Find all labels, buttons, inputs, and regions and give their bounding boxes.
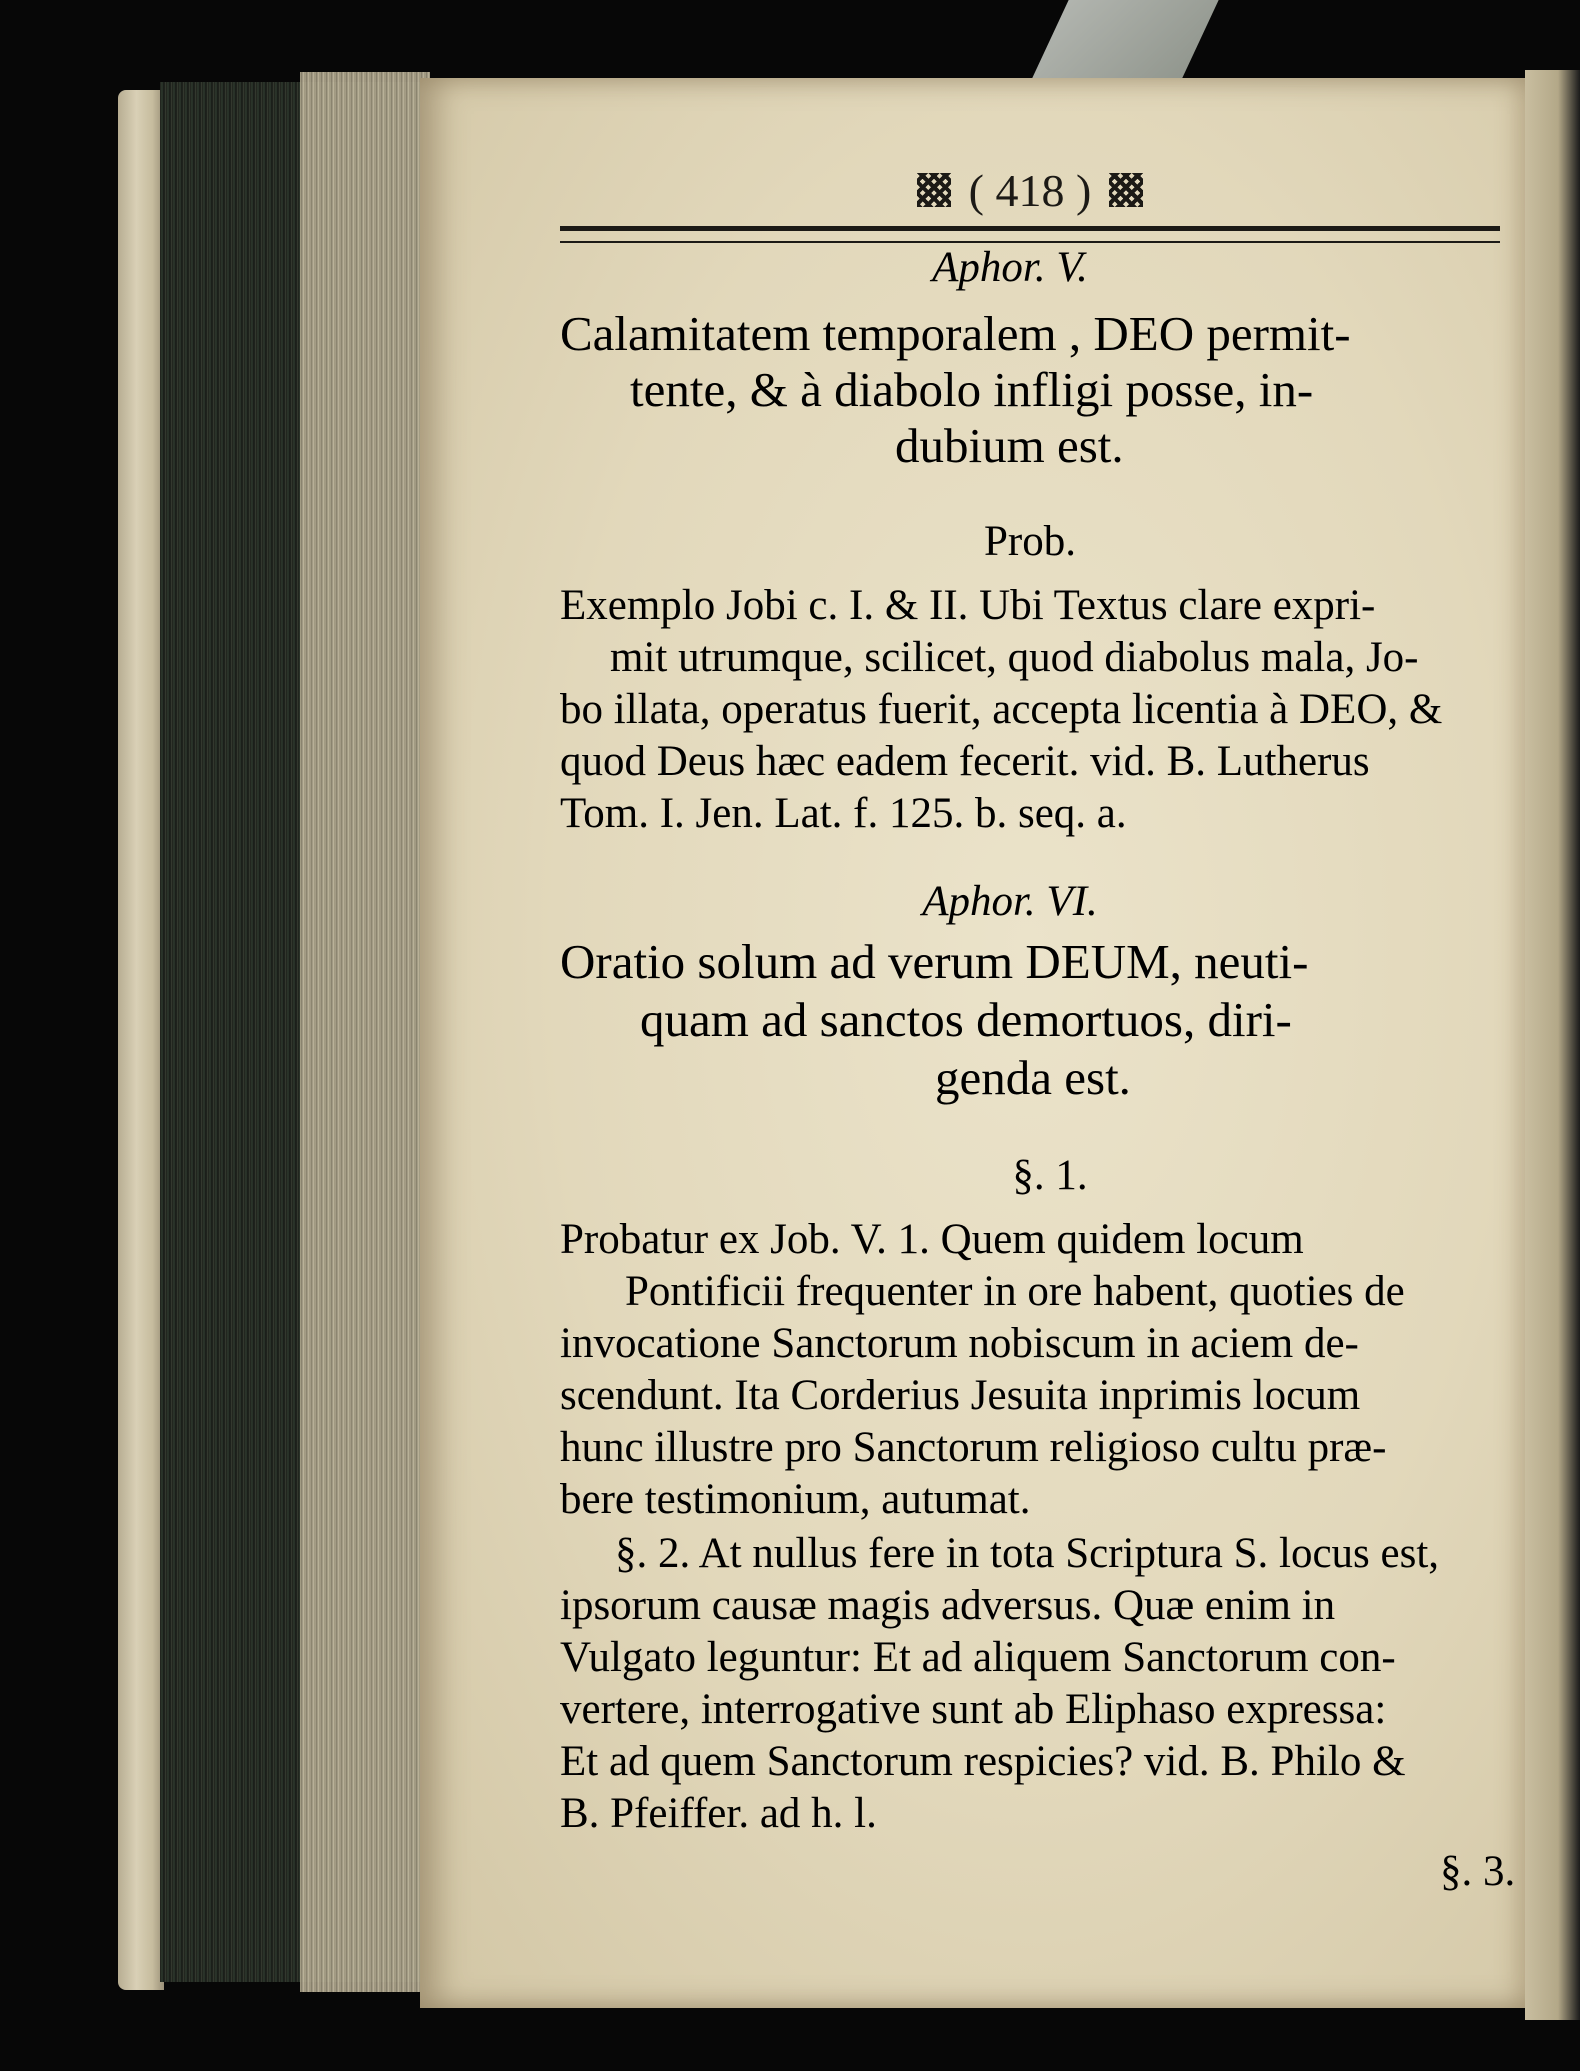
paper-slip bbox=[1031, 0, 1218, 80]
ornament-icon bbox=[917, 173, 951, 207]
aphorism-text-line: Oratio solum ad verum DEUM, neuti- bbox=[560, 934, 1309, 989]
section-line: Vulgato leguntur: Et ad aliquem Sanctorum con- bbox=[560, 1634, 1396, 1681]
header-rule bbox=[560, 226, 1500, 243]
section-line: ipsorum causæ magis adversus. Quæ enim in bbox=[560, 1582, 1336, 1629]
proof-line: mit utrumque, scilicet, quod diabolus mala, Jo- bbox=[610, 634, 1419, 681]
section-line: vertere, interrogative sunt ab Eliphaso expressa: bbox=[560, 1686, 1387, 1733]
section-line: §. 2. At nullus fere in tota Scriptura S. locus est, bbox=[615, 1530, 1440, 1577]
aphorism-text-line: genda est. bbox=[935, 1050, 1131, 1105]
section-line: Pontificii frequenter in ore habent, quoties de bbox=[625, 1268, 1405, 1315]
aphorism-text-line: tente, & à diabolo infligi posse, in- bbox=[630, 362, 1314, 417]
proof-line: Tom. I. Jen. Lat. f. 125. b. seq. a. bbox=[560, 790, 1127, 837]
section-heading: §. 1. bbox=[1012, 1152, 1088, 1199]
section-line: hunc illustre pro Sanctorum religioso cultu præ- bbox=[560, 1424, 1387, 1471]
page-number: ( 418 ) bbox=[968, 164, 1092, 216]
section-line: bere testimonium, autumat. bbox=[560, 1476, 1031, 1523]
section-line: invocatione Sanctorum nobiscum in aciem de- bbox=[560, 1320, 1359, 1367]
proof-heading: Prob. bbox=[984, 518, 1076, 565]
section-line: B. Pfeiffer. ad h. l. bbox=[560, 1790, 877, 1837]
running-head bbox=[810, 160, 1250, 220]
aphorism-text-line: quam ad sanctos demortuos, diri- bbox=[640, 992, 1292, 1047]
section-line: Probatur ex Job. V. 1. Quem quidem locum bbox=[560, 1216, 1304, 1263]
aphorism-text-line: Calamitatem temporalem , DEO permit- bbox=[560, 306, 1351, 361]
facing-page-edge bbox=[1525, 70, 1580, 2020]
proof-line: Exemplo Jobi c. I. & II. Ubi Textus clare expri- bbox=[560, 582, 1376, 629]
proof-line: quod Deus hæc eadem fecerit. vid. B. Lutherus bbox=[560, 738, 1370, 785]
book-spine bbox=[118, 90, 164, 1990]
aphorism-text-line: dubium est. bbox=[895, 418, 1124, 473]
page-leaves bbox=[300, 72, 430, 1992]
aphorism-heading: Aphor. V. bbox=[932, 244, 1088, 291]
proof-line: bo illata, operatus fuerit, accepta licentia à DEO, & bbox=[560, 686, 1443, 733]
aphorism-heading: Aphor. VI. bbox=[922, 878, 1098, 925]
section-line: Et ad quem Sanctorum respicies? vid. B. Philo & bbox=[560, 1738, 1406, 1785]
ornament-icon bbox=[1109, 173, 1143, 207]
section-line: scendunt. Ita Corderius Jesuita inprimis locum bbox=[560, 1372, 1361, 1419]
catchword: §. 3. bbox=[1440, 1848, 1516, 1895]
